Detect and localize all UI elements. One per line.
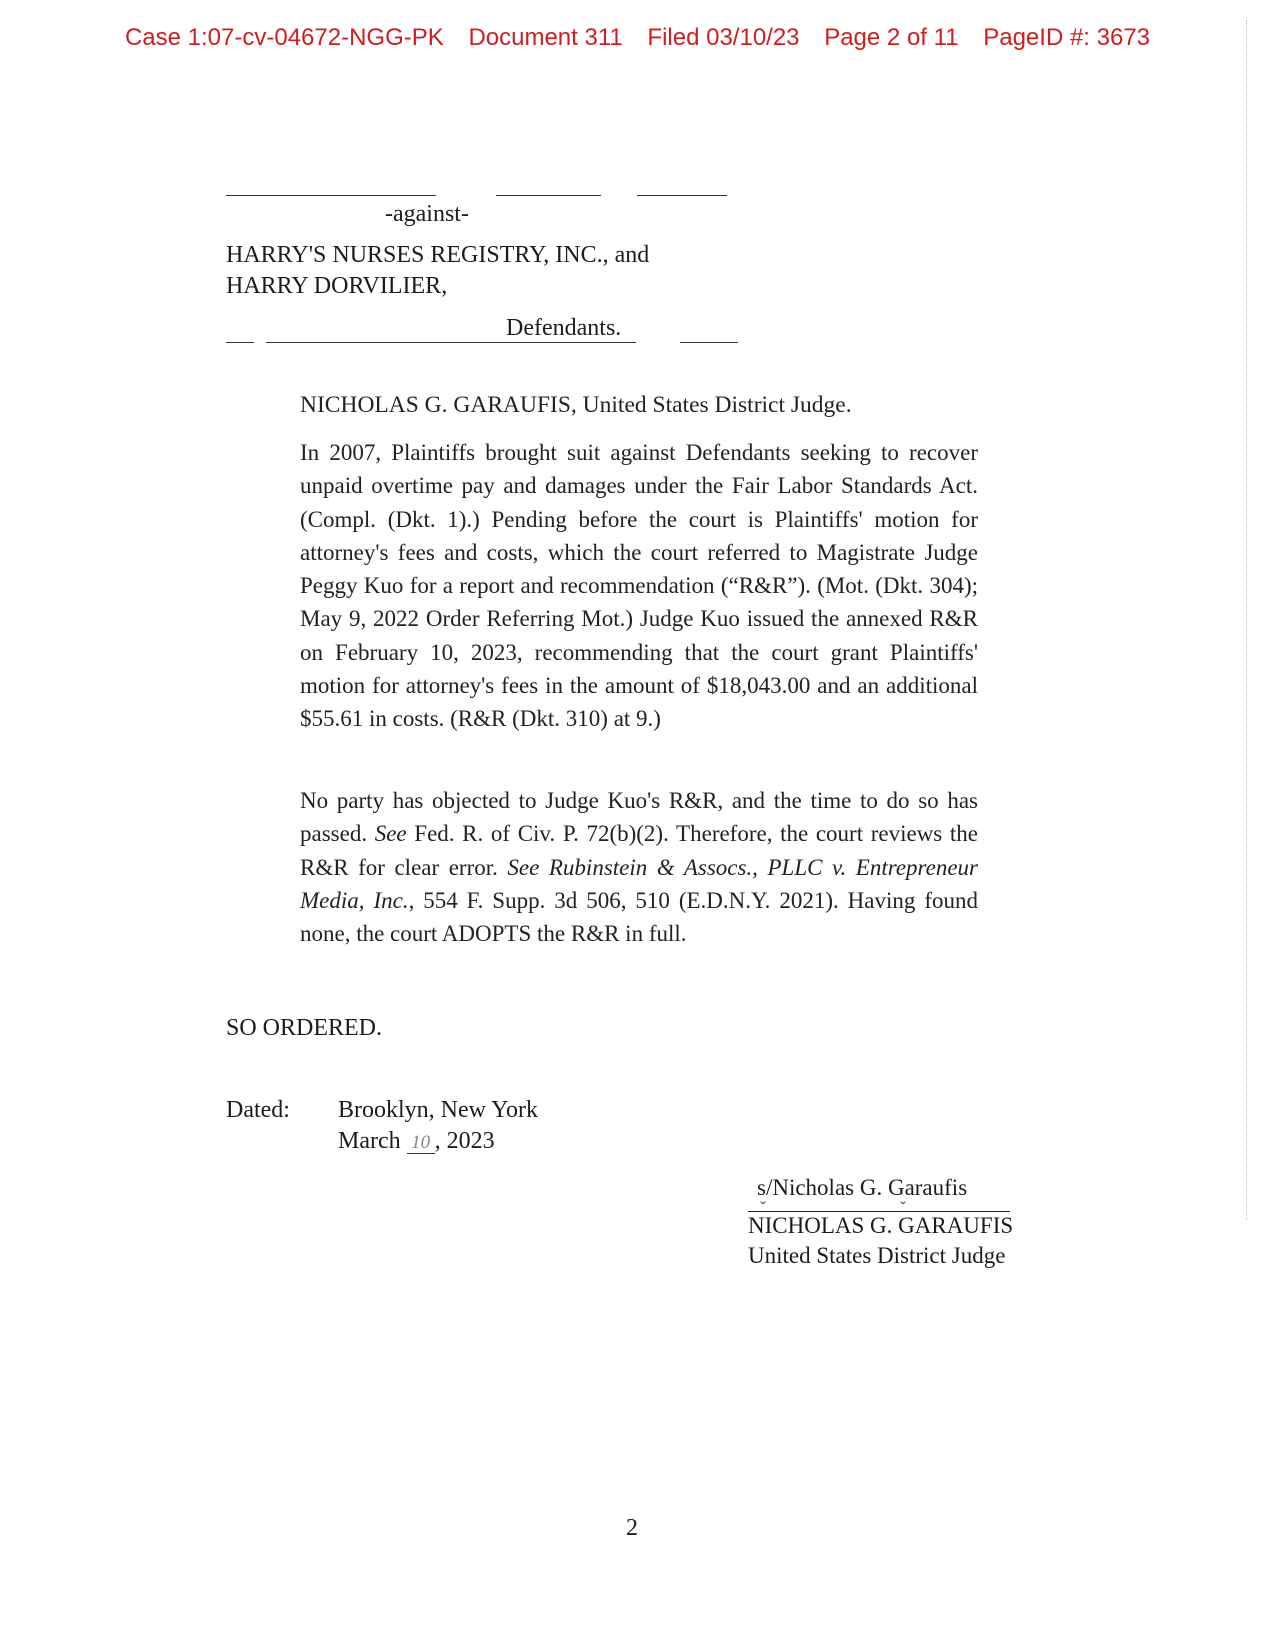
caption-rule-bottom-3	[680, 342, 738, 343]
filed-date: Filed 03/10/23	[647, 24, 800, 51]
ecf-filing-header	[0, 24, 1275, 52]
paragraph-2-text-b: Fed. R. of Civ. P. 72(b)(2). Therefore, the court reviews the R&R for clear error.	[300, 821, 978, 880]
opinion-paragraph-2	[300, 784, 978, 950]
caption-rule-top-2	[496, 195, 601, 196]
scan-edge-artifact	[1246, 20, 1247, 1220]
case-citation: See Rubinstein & Assocs., PLLC v. Entrepreneur Media, Inc.	[300, 854, 978, 913]
page-count: Page 2 of 11	[824, 24, 959, 51]
caption-defendant-line-2: HARRY DORVILIER,	[226, 273, 448, 299]
opinion-paragraph-1: In 2007, Plaintiffs brought suit against Defendants seeking to recover unpaid overtime pay and damages under the Fair Labor Standards Act. (Compl. (Dkt. 1).) Pending before the court is Plaintiffs' motion for attorney's fees and costs, which the court referred to Magistrate Judge Peggy Kuo for a report and recommendation (“R&R”). (Mot. (Dkt. 304); May 9, 2022 Order Referring Mot.) Judge Kuo issued the annexed R&R on February 10, 2023, recommending that the court grant Plaintiffs' motion for attorney's fees in the amount of $18,043.00 and an additional $55.61 in costs. (R&R (Dkt. 310) at 9.)	[300, 440, 978, 732]
electronic-signature: s/Nicholas G. Garaufis	[757, 1175, 968, 1200]
judge-name: NICHOLAS G. GARAUFIS	[748, 1213, 1014, 1238]
so-ordered: SO ORDERED.	[226, 1015, 383, 1041]
caption-defendant-line-1: HARRY'S NURSES REGISTRY, INC., and	[226, 242, 650, 268]
signal-see: See	[374, 821, 407, 847]
dated-year: , 2023	[434, 1128, 495, 1154]
dated-place: Brooklyn, New York	[338, 1097, 539, 1123]
dated-label: Dated:	[226, 1097, 290, 1123]
signature-tick-mark: ˇ	[760, 1198, 766, 1218]
case-number: Case 1:07-cv-04672-NGG-PK	[124, 24, 444, 51]
caption-rule-top-1	[226, 195, 436, 196]
signature-tick-mark-2: ˇ	[900, 1198, 906, 1218]
caption-defendants-label: Defendants.	[506, 315, 622, 341]
judge-heading: NICHOLAS G. GARAUFIS, United States District Judge.	[300, 392, 852, 418]
paragraph-2-text-a: No party has objected to Judge Kuo's R&R, and the time to do so has passed.	[300, 788, 978, 847]
document-number: Document 311	[468, 24, 623, 51]
paragraph-2-text-c: , 554 F. Supp. 3d 506, 510 (E.D.N.Y. 2021). Having found none, the court ADOPTS the R&R in full.	[300, 887, 978, 947]
page-id: PageID #: 3673	[983, 24, 1151, 51]
caption-rule-bottom-1	[226, 342, 254, 343]
page-number: 2	[626, 1515, 638, 1541]
caption-against: -against-	[385, 201, 469, 227]
caption-rule-bottom-2	[266, 342, 636, 343]
dated-month: March	[338, 1128, 401, 1154]
handwritten-day: 10	[407, 1133, 435, 1154]
judge-title: United States District Judge	[748, 1243, 1006, 1268]
dated-date	[338, 1125, 495, 1157]
caption-rule-top-3	[637, 195, 727, 196]
